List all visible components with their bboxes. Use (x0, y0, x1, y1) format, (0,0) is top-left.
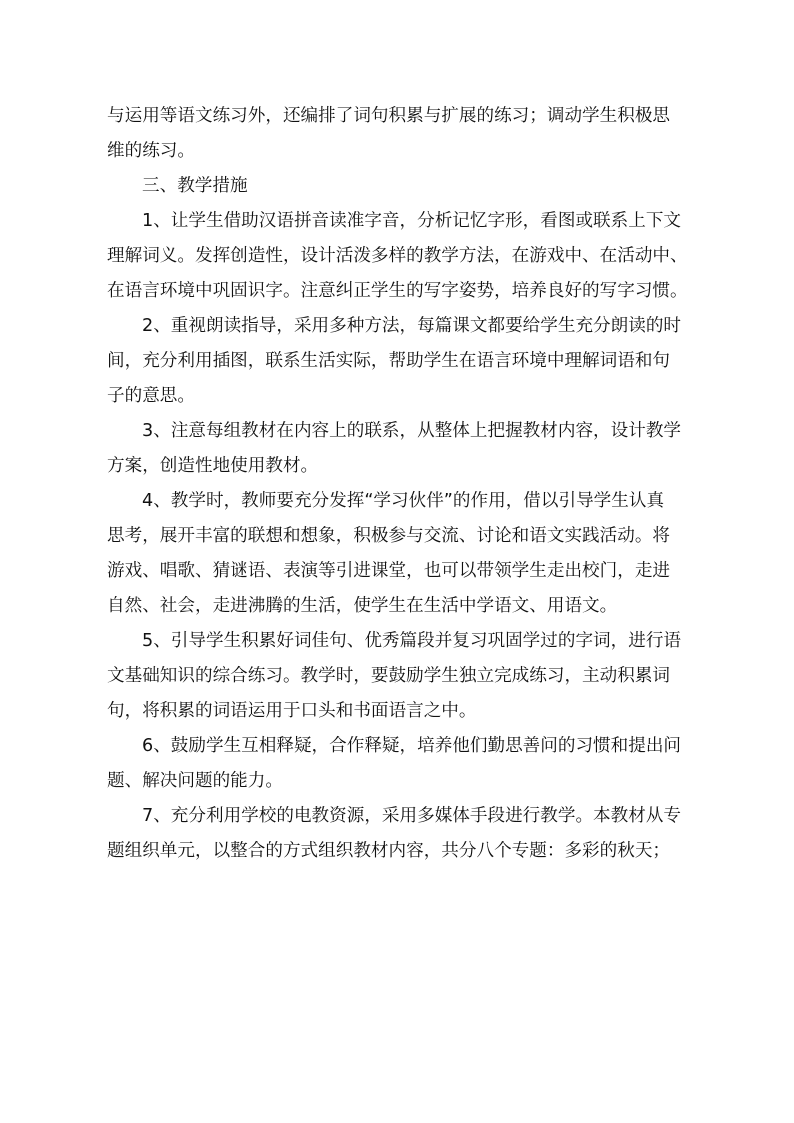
text-line: 自然、社会，走进沸腾的生活，使学生在生活中学语文、用语文。 (107, 596, 618, 616)
text-line: 间，充分利用插图，联系生活实际，帮助学生在语言环境中理解词语和句 (107, 351, 671, 371)
text-line: 在语言环境中巩固识字。注意纠正学生的写字姿势，培养良好的写字习惯。 (107, 281, 688, 301)
text-line: 4、教学时，教师要充分发挥“学习伙伴”的作用，借以引导学生认真 (142, 491, 665, 511)
document-page (107, 99, 699, 869)
text-line: 句，将积累的词语运用于口头和书面语言之中。 (107, 701, 477, 721)
text-line: 2、重视朗读指导，采用多种方法，每篇课文都要给学生充分朗读的时 (142, 316, 682, 336)
text-line: 3、注意每组教材在内容上的联系，从整体上把握教材内容，设计教学 (142, 421, 682, 441)
text-line: 方案，创造性地使用教材。 (107, 456, 319, 476)
text-line: 维的练习。 (107, 141, 195, 161)
text-line: 与运用等语文练习外，还编排了词句积累与扩展的练习；调动学生积极思 (107, 106, 671, 126)
text-line: 6、鼓励学生互相释疑，合作释疑，培养他们勤思善问的习惯和提出问 (142, 736, 682, 756)
text-line: 7、充分利用学校的电教资源，采用多媒体手段进行教学。本教材从专 (142, 806, 682, 826)
text-line: 思考，展开丰富的联想和想象，积极参与交流、讨论和语文实践活动。将 (107, 526, 671, 546)
text-line: 5、引导学生积累好词佳句、优秀篇段并复习巩固学过的字词，进行语 (142, 631, 682, 651)
text-line: 子的意思。 (107, 386, 195, 406)
text-line: 游戏、唱歌、猜谜语、表演等引进课堂，也可以带领学生走出校门，走进 (107, 561, 671, 581)
text-line: 题组织单元，以整合的方式组织教材内容，共分八个专题：多彩的秋天； (107, 841, 671, 861)
section-heading: 三、教学措施 (142, 176, 248, 196)
text-line: 题、解决问题的能力。 (107, 771, 283, 791)
text-line: 文基础知识的综合练习。教学时，要鼓励学生独立完成练习，主动积累词 (107, 666, 671, 686)
text-line: 1、让学生借助汉语拼音读准字音，分析记忆字形，看图或联系上下文 (142, 211, 682, 231)
text-line: 理解词义。发挥创造性，设计活泼多样的教学方法，在游戏中、在活动中、 (107, 246, 688, 266)
